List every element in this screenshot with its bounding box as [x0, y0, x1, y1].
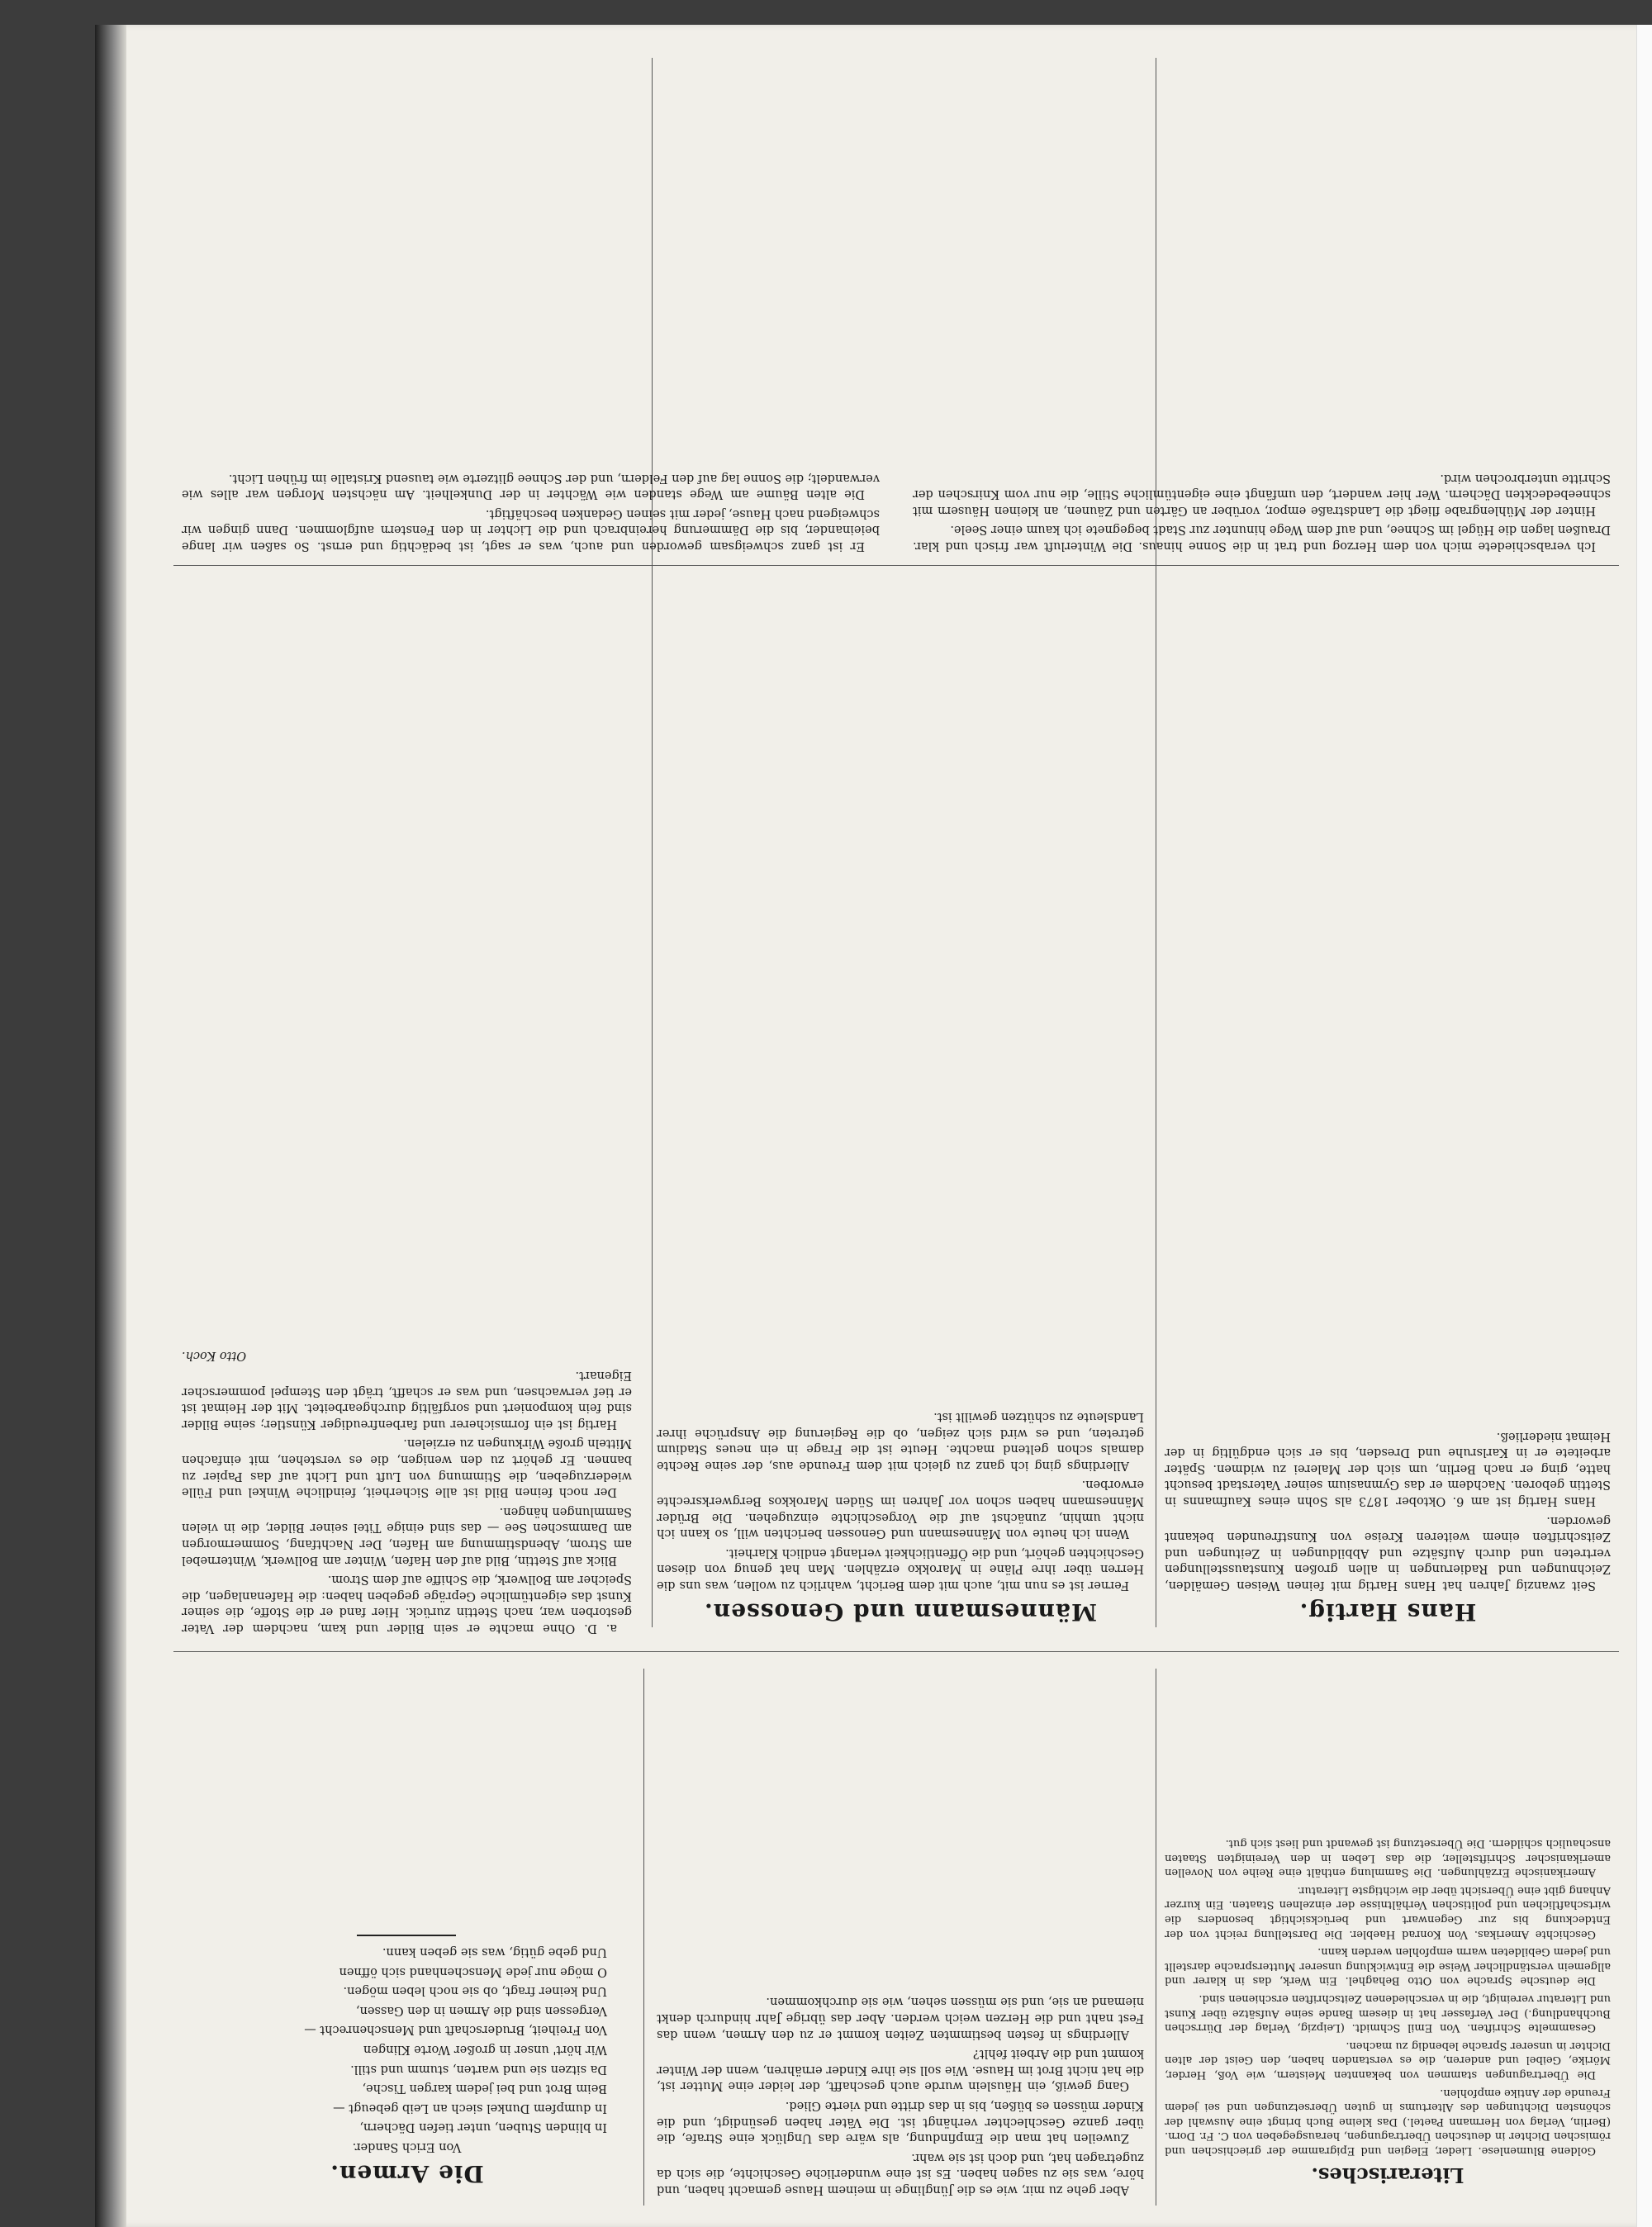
poem-line: Da sitzen sie und warten, stumm und still.	[350, 2062, 607, 2076]
newspaper-sheet	[95, 25, 1652, 2227]
page-binding-shadow	[95, 25, 126, 2227]
literarisches-paragraph: Die deutsche Sprache von Otto Behaghel. Ein Werk, das in klarer und allgemein verständlicher Weise die Entwicklung unserer Muttersprache darstellt und jedem Gebildeten warm empfohlen werden kann.	[1165, 1945, 1611, 1987]
literarisches-heading: Literarisches.	[1311, 2163, 1464, 2187]
literarisches-paragraph: Goldene Blumenlese. Lieder, Elegien und Epigramme der griechischen und römischen Dichter in deutschen Übertragungen, herausgegeben von C. Fr. Dorn. (Berlin, Verlag von Hermann Paetel.) Das kleine Buch bringt eine Auswahl der schönsten Dichtungen des Altertums in guten Übersetzungen und sei jedem Freunde der Antike empfohlen.	[1165, 2086, 1611, 2157]
literarisches-paragraph: Gesammelte Schriften. Von Emil Schmidt. (Leipzig, Verlag der Dürrschen Buchhandlung.) Der Verfasser hat in diesem Bande seine Aufsätze über Kunst und Literatur vereinigt, die in verschiedenen Zeitschriften erschienen sind.	[1165, 1992, 1611, 2035]
ton-article-column	[182, 66, 1611, 553]
ton-paragraph: Ich verabschiedete mich von dem Herzog und trat in die Sonne hinaus. Die Winterluft war frisch und klar. Draußen lagen die Hügel im Schnee, und auf dem Wege hinunter zur Stadt begegnete ich kaum einer Seele.	[913, 523, 1611, 553]
armen-heading: Die Armen.	[330, 2160, 484, 2187]
ton-paragraph: Die alten Bäume am Wege standen wie Wächter in der Dunkelheit. Am nächsten Morgen war alles wie verwandelt; die Sonne lag auf den Feldern, und der Schnee glitzerte wie tausend Kristalle im frühen Licht.	[182, 471, 880, 501]
literarisches-paragraph: Amerikanische Erzählungen. Die Sammlung enthält eine Reihe von Novellen amerikanischer Schriftsteller, die das Leben in den Vereinigten Staaten anschaulich schildern. Die Übersetzung ist gewandt und liest sich gut.	[1165, 1837, 1611, 1879]
armen-author: Von Erich Sander.	[352, 2140, 462, 2153]
hartig-column	[1165, 578, 1611, 1636]
mannsmann-paragraph: Ferner ist es nun mit, auch mit dem Bericht, wahrlich zu wollen, was uns die Herren über ihre Pläne in Marokko erzählen. Man hat genug von diesen Geschichten gehört, und die Öffentlichkeit verlangt endlich Klarheit.	[657, 1546, 1144, 1592]
literarisches-paragraph: Die Übertragungen stammen von bekannten Meistern, wie Voß, Herder, Mörike, Geibel und anderen, die es verstanden haben, den Geist der alten Dichter in unserer Sprache lebendig zu machen.	[1165, 2039, 1611, 2082]
page-edge	[1636, 25, 1652, 2227]
mannsmann-column	[657, 578, 1144, 1636]
literarisches-column	[1165, 1660, 1611, 2197]
middle-article-column	[182, 578, 632, 1636]
column-rule	[643, 1669, 644, 2206]
middle-paragraph: Der noch feinen Bild ist alle Sicherheit, feindliche Winkel und Fülle wiederzugeben, die Stimmung von Luft und Licht auf das Papier zu bannen. Er gehört zu den wenigen, die es verstehen, mit einfachen Mitteln große Wirkungen zu erzielen.	[182, 1436, 632, 1499]
hartig-paragraph: Hans Hartig ist am 6. Oktober 1873 als Sohn eines Kaufmanns in Stettin geboren. Nachdem er das Gymnasium seiner Vaterstadt besucht hatte, ging er nach Berlin, um sich der Malerei zu widmen. Später arbeitete er in Karlsruhe und Dresden, bis er sich endgültig in der Heimat niederließ.	[1165, 1429, 1611, 1508]
poem-line: In blinden Stuben, unter tiefen Dächern,	[359, 2120, 607, 2134]
mannsmann-paragraph: Allerdings ging ich ganz zu gleich mit dem Freunde aus, der seine Rechte damals schon geltend machte. Heute ist die Frage in ein neues Stadium getreten, und es wird sich zeigen, ob die Regierung die Ansprüche ihrer Landsleute zu schützen gewillt ist.	[657, 1410, 1144, 1472]
armen-intro-paragraph: Zuweilen hat man die Empfindung, als wäre das Unglück eine Strafe, die über ganze Geschlechter verhängt ist. Die Väter haben gesündigt, und die Kinder müssen es büßen, bis in das dritte und vierte Glied.	[657, 2099, 1144, 2145]
armen-column	[657, 1660, 1144, 2197]
hartig-paragraph: Seit zwanzig Jahren hat Hans Hartig mit feinen Weisen Gemälden, Zeichnungen und Radierungen in allen großen Kunstausstellungen vertreten und durch Aufsätze und Abbildungen in Zeitungen und Zeitschriften einem weiteren Kreise von Kunstfreunden bekannt geworden.	[1165, 1513, 1611, 1592]
poem-line: Und keiner fragt, ob sie noch leben mögen.	[343, 1984, 607, 1998]
literarisches-paragraph: Geschichte Amerikas. Von Konrad Haebler. Die Darstellung reicht von der Entdeckung bis zur Gegenwart und berücksichtigt besonders die wirtschaftlichen und politischen Verhältnisse der einzelnen Staaten. Ein kurzer Anhang gibt eine Übersicht über die wichtigste Literatur.	[1165, 1883, 1611, 1940]
poem-line: Von Freiheit, Bruderschaft und Menschenrecht —	[304, 2023, 607, 2037]
section-divider	[358, 1935, 457, 1936]
armen-intro-paragraph: Aber gehe zu mir, wie es die Jünglinge in meinem Hause gemacht haben, und höre, was sie zu sagen haben. Es ist eine wunderliche Geschichte, die sich da zugetragen hat, und doch ist sie wahr.	[657, 2150, 1144, 2196]
armen-poem-column	[182, 1660, 632, 2197]
poem-line: O möge nur jede Menschenhand sich öffnen	[339, 1964, 607, 1978]
ton-paragraph: Hinter der Mühlengrabe fliegt die Landstraße empor, vorüber an Gärten und Zäunen, an kleinen Häusern mit schneebedeckten Dächern. Wer hier wandert, den umfängt eine eigentümliche Stille, die nur vom Knirschen der Schritte unterbrochen wird.	[913, 471, 1611, 517]
armen-intro-paragraph: Gang gewiß, ein Häuslein wurde auch geschafft, der leider eine Mutter ist, die hat nicht Brot im Hause. Wie soll sie ihre Kinder ernähren, wenn der Winter kommt und die Arbeit fehlt?	[657, 2047, 1144, 2093]
middle-paragraph: a. D. Ohne machte er sein Bilder und kam, nachdem der Vater gestorben war, nach Stettin zurück. Hier fand er die Stoffe, die seiner Kunst das eigentümliche Gepräge gegeben haben: die Hafenanlagen, die Speicher am Bollwerk, die Schiffe auf dem Strom.	[182, 1573, 632, 1635]
poem-line: Beim Brot und bei jedem kargen Tische,	[362, 2082, 607, 2096]
poem-line: In dumpfem Dunkel siech an Leib gebeugt —	[333, 2101, 607, 2115]
armen-intro-paragraph: Allerdings in festen bestimmten Zeiten kommt er zu den Armen, wenn das Fest naht und die Herzen weich werden. Aber das übrige Jahr hindurch denkt niemand an sie, und sie müssen sehen, wie sie durchkommen.	[657, 1995, 1144, 2041]
poem-line: Und gebe gütig, was sie geben kann.	[382, 1945, 607, 1959]
section-rule	[173, 565, 1619, 566]
poem-line: Vergessen sind die Armen in den Gassen,	[355, 2003, 607, 2017]
middle-paragraph: Blick auf Stettin, Bild auf den Hafen, Winter am Bollwerk, Winternebel am Strom, Abendstimmung am Hafen, Der Nachtfang, Sommermorgen am Dammschen See — das sind einige Titel seiner Bilder, die in vielen Sammlungen hängen.	[182, 1504, 632, 1567]
hartig-heading: Hans Hartig.	[1298, 1598, 1477, 1626]
poem-line: Wir hört' unser in großer Worte Klingen	[363, 2043, 607, 2057]
section-rule	[173, 1651, 1619, 1652]
ton-paragraph: Er ist ganz schweigsam geworden und auch, was er sagt, ist bedächtig und ernst. So saßen wir lange beieinander, bis die Dämmerung hereinbrach und die Lichter in den Fenstern aufglommen. Dann gingen wir schweigend nach Hause, jeder mit seinen Gedanken beschäftigt.	[182, 506, 880, 553]
article-signature: Otto Koch.	[182, 1349, 247, 1363]
rotated-newspaper-page	[173, 58, 1619, 2206]
middle-paragraph: Hartig ist ein formsicherer und farbenfreudiger Künstler; seine Bilder sind fein komponiert und sorgfältig durchgearbeitet. Mit der Heimat ist er tief verwachsen, und was er schafft, trägt den Stempel pommerscher Eigenart.	[182, 1369, 632, 1431]
mannsmann-heading: Männesmann und Genossen.	[704, 1598, 1097, 1626]
mannsmann-paragraph: Wenn ich heute von Männesmann und Genossen berichten will, so kann ich nicht umhin, zunächst auf die Vorgeschichte einzugehen. Die Brüder Männesmann haben schon vor Jahren im Süden Marokkos Bergwerksrechte erworben.	[657, 1478, 1144, 1541]
